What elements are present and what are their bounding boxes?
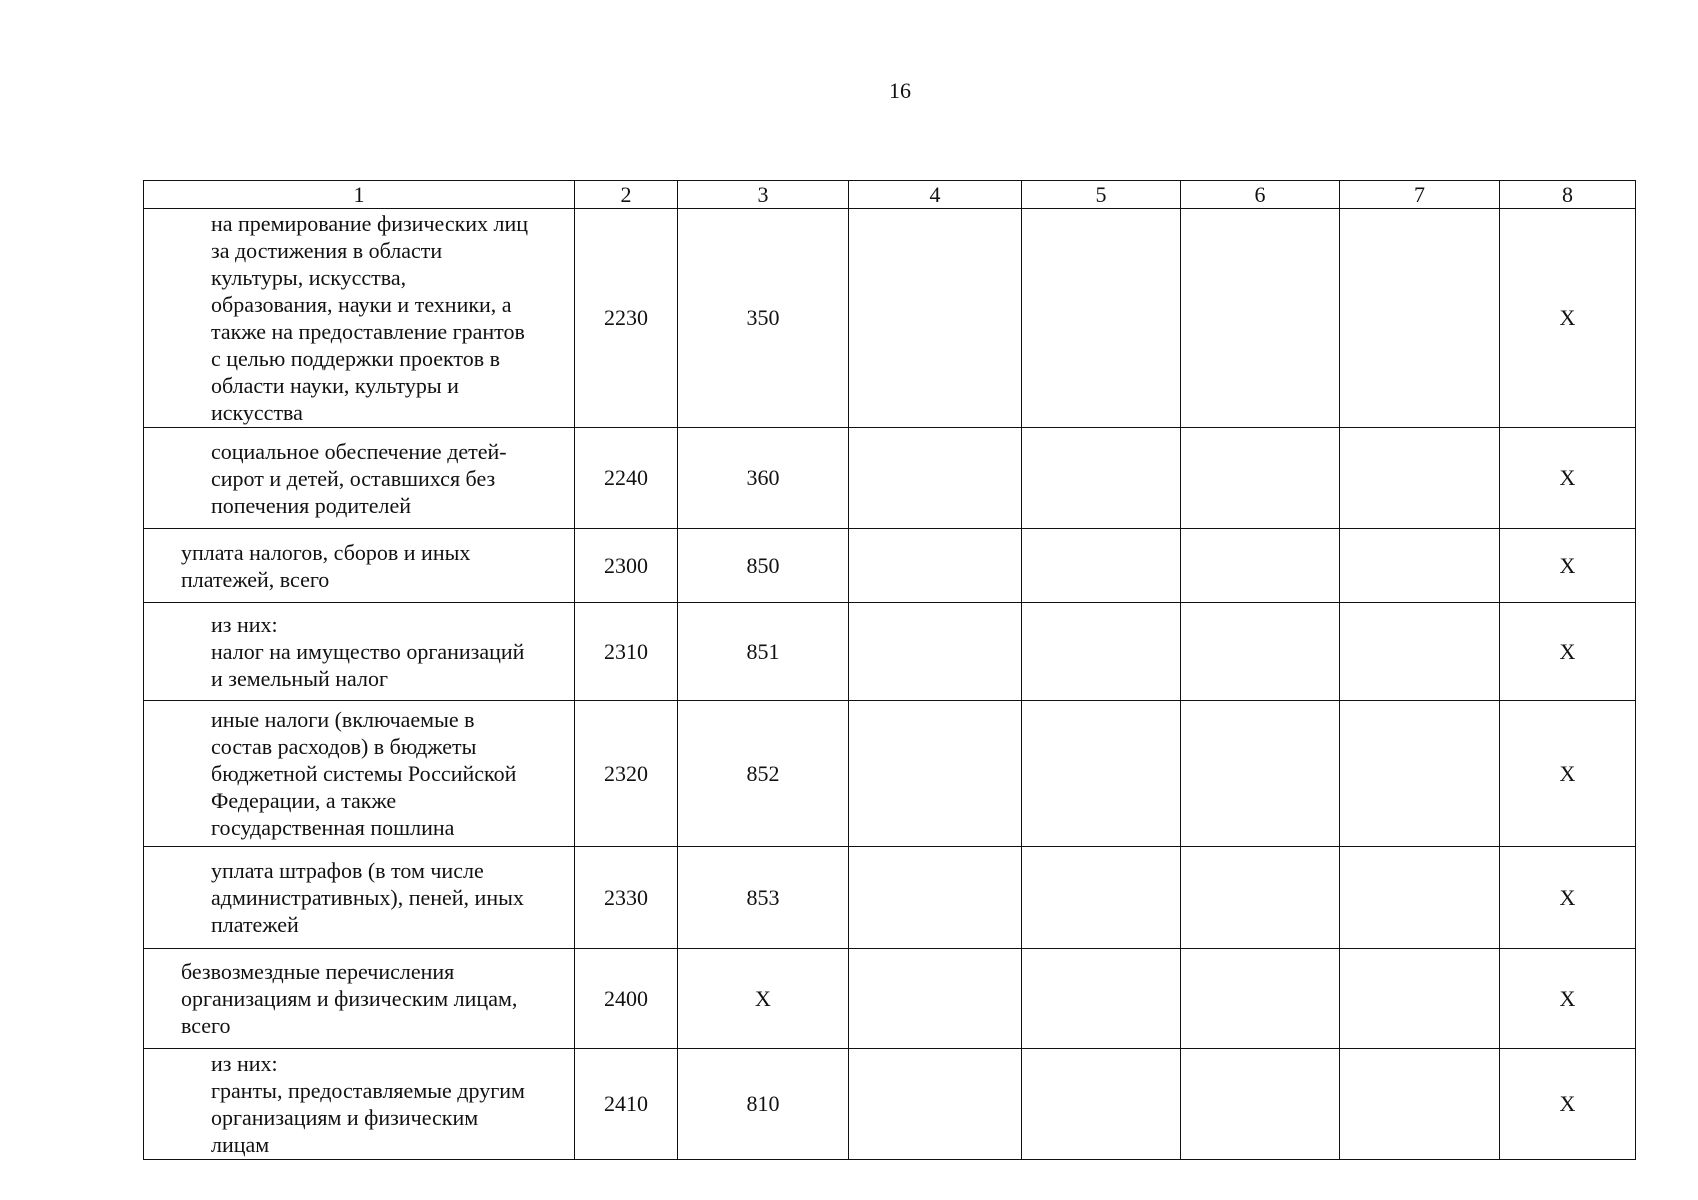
column-header-3: 3 [678, 181, 849, 209]
row-kbk-code: 850 [678, 529, 849, 603]
row-cell-col-6 [1181, 428, 1340, 529]
description-line: организациям и физическим лицам, [181, 986, 518, 1011]
description-line: из них: [211, 1051, 278, 1076]
table-row [144, 949, 1636, 1049]
description-line: административных), пеней, иных [211, 885, 524, 910]
description-line: Федерации, а также [211, 788, 397, 813]
row-cell-col-5 [1022, 209, 1181, 428]
description-line: и земельный налог [211, 666, 388, 691]
column-header-6: 6 [1181, 181, 1340, 209]
row-cell-col-5 [1022, 1049, 1181, 1160]
description-line: налог на имущество организаций [211, 639, 525, 664]
row-kbk-code: 810 [678, 1049, 849, 1160]
row-cell-col-6 [1181, 529, 1340, 603]
column-header-4: 4 [849, 181, 1022, 209]
row-cell-col-4 [849, 529, 1022, 603]
row-cell-col-5 [1022, 603, 1181, 701]
row-description [144, 209, 575, 428]
row-cell-col-7 [1340, 847, 1500, 949]
description-line: лицам [211, 1132, 270, 1157]
description-line: организациям и физическим [211, 1105, 479, 1130]
row-cell-col-7 [1340, 428, 1500, 529]
header-row [144, 181, 1636, 209]
row-code: 2400 [575, 949, 678, 1049]
description-line: безвозмездные перечисления [181, 959, 455, 984]
row-cell-col-6 [1181, 603, 1340, 701]
description-line: области науки, культуры и [211, 373, 459, 398]
row-description [144, 529, 575, 603]
row-cell-col-6 [1181, 209, 1340, 428]
row-cell-col-5 [1022, 847, 1181, 949]
table-row [144, 603, 1636, 701]
description-line: сирот и детей, оставшихся без [211, 465, 496, 491]
table-body [144, 209, 1636, 1160]
row-cell-col-8: X [1500, 529, 1636, 603]
row-cell-col-4 [849, 428, 1022, 529]
row-cell-col-6 [1181, 701, 1340, 847]
row-cell-col-4 [849, 603, 1022, 701]
row-description [144, 1049, 575, 1160]
row-code: 2300 [575, 529, 678, 603]
page-number: 16 [889, 78, 911, 103]
row-description [144, 949, 575, 1049]
description-line: бюджетной системы Российской [211, 761, 517, 786]
row-cell-col-8: X [1500, 428, 1636, 529]
row-cell-col-8: X [1500, 701, 1636, 847]
row-cell-col-7 [1340, 529, 1500, 603]
description-line: с целью поддержки проектов в [211, 346, 501, 371]
description-line: образования, науки и техники, а [211, 292, 512, 317]
row-code: 2310 [575, 603, 678, 701]
row-kbk-code: 851 [678, 603, 849, 701]
row-description [144, 428, 575, 529]
row-cell-col-8: X [1500, 1049, 1636, 1160]
column-header-7: 7 [1340, 181, 1500, 209]
row-code: 2410 [575, 1049, 678, 1160]
row-cell-col-6 [1181, 949, 1340, 1049]
row-cell-col-8: X [1500, 949, 1636, 1049]
row-cell-col-4 [849, 209, 1022, 428]
row-cell-col-4 [849, 1049, 1022, 1160]
column-header-2: 2 [575, 181, 678, 209]
row-code: 2230 [575, 209, 678, 428]
row-code: 2240 [575, 428, 678, 529]
description-line: уплата штрафов (в том числе [211, 858, 484, 883]
table-row [144, 1049, 1636, 1160]
description-line: всего [181, 1013, 231, 1038]
row-code: 2320 [575, 701, 678, 847]
row-description [144, 603, 575, 701]
row-cell-col-7 [1340, 949, 1500, 1049]
row-kbk-code: 853 [678, 847, 849, 949]
row-cell-col-7 [1340, 603, 1500, 701]
description-line: также на предоставление грантов [211, 319, 525, 344]
column-header-8: 8 [1500, 181, 1636, 209]
description-line: платежей [211, 912, 299, 937]
row-cell-col-7 [1340, 1049, 1500, 1160]
row-kbk-code: 360 [678, 428, 849, 529]
row-cell-col-5 [1022, 529, 1181, 603]
row-description [144, 847, 575, 949]
row-cell-col-4 [849, 701, 1022, 847]
description-line: социальное обеспечение детей- [211, 438, 507, 464]
row-kbk-code: 852 [678, 701, 849, 847]
description-line: состав расходов) в бюджеты [211, 734, 477, 759]
row-kbk-code: 350 [678, 209, 849, 428]
description-line: попечения родителей [211, 492, 411, 518]
description-line: культуры, искусства, [211, 265, 407, 290]
description-line: из них: [211, 612, 278, 637]
row-kbk-code: X [678, 949, 849, 1049]
row-cell-col-5 [1022, 428, 1181, 529]
table-row [144, 428, 1636, 529]
table-row [144, 847, 1636, 949]
row-cell-col-8: X [1500, 209, 1636, 428]
row-cell-col-6 [1181, 1049, 1340, 1160]
column-header-1: 1 [144, 181, 575, 209]
description-line: на премирование физических лиц [211, 211, 529, 236]
row-description [144, 701, 575, 847]
row-cell-col-5 [1022, 701, 1181, 847]
description-line: за достижения в области [211, 238, 443, 263]
row-cell-col-5 [1022, 949, 1181, 1049]
row-cell-col-4 [849, 949, 1022, 1049]
row-cell-col-8: X [1500, 603, 1636, 701]
row-cell-col-7 [1340, 701, 1500, 847]
description-line: иные налоги (включаемые в [211, 707, 475, 732]
table-row [144, 209, 1636, 428]
row-cell-col-6 [1181, 847, 1340, 949]
row-code: 2330 [575, 847, 678, 949]
column-header-5: 5 [1022, 181, 1181, 209]
description-line: искусства [211, 400, 303, 425]
description-line: государственная пошлина [211, 815, 455, 840]
table-row [144, 529, 1636, 603]
description-line: уплата налогов, сборов и иных [181, 539, 471, 565]
row-cell-col-4 [849, 847, 1022, 949]
row-cell-col-8: X [1500, 847, 1636, 949]
row-cell-col-7 [1340, 209, 1500, 428]
financial-table [143, 180, 1636, 1160]
description-line: гранты, предоставляемые другим [211, 1078, 525, 1103]
description-line: платежей, всего [181, 566, 330, 592]
table-row [144, 701, 1636, 847]
